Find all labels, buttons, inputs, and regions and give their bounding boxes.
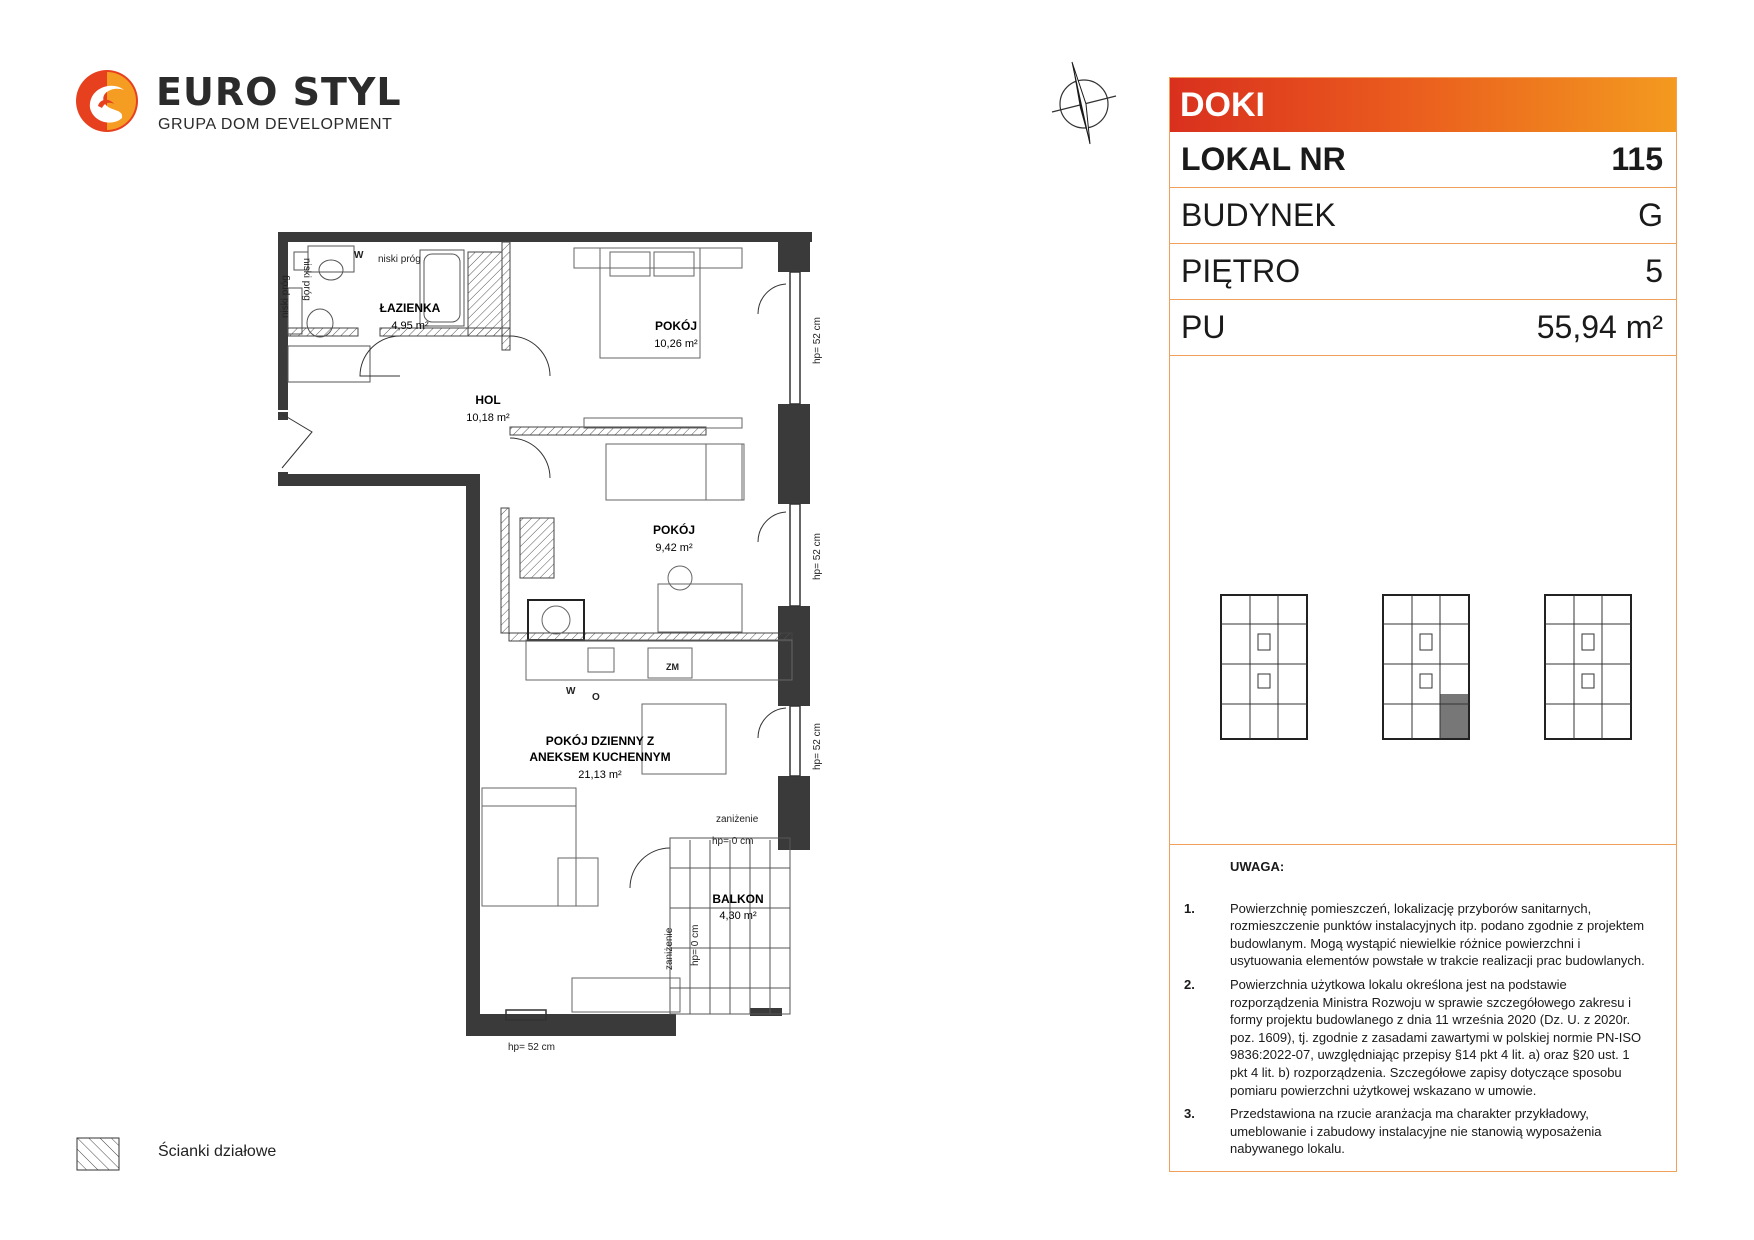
label-w-1: W — [354, 250, 364, 261]
plan-annotations — [280, 250, 823, 1053]
balcony — [670, 838, 790, 1014]
note-item — [1184, 976, 1646, 1099]
row-pietro — [1170, 244, 1676, 300]
row-pu — [1170, 300, 1676, 356]
note-text: Powierzchnia użytkowa lokalu określona jest na podstawie rozporządzenia Ministra Rozwoju w sprawie szczegółowego zakresu i formy projektu budowlanego z dnia 11 września 2020 (Dz. U. z 2020r. poz. 1609), tj. zgodnie z zasadami zawartymi w polskiej normie PN-ISO 9836:2022-07, uwzględniając przepisy §14 pkt 4 lit. a) oraz §20 ust. 1 pkt 4 lit. b) rozporządzenia. Szczegółowe zapisy dotyczące sposobu pomiaru powierzchni użytkowej wskazano w umowie. — [1230, 976, 1642, 1098]
legend-label: Ścianki działowe — [158, 1143, 277, 1160]
floor-plan-drawing — [270, 228, 830, 1058]
label-zanizenie-2: zaniżenie — [664, 927, 675, 970]
brand-name: EURO STYL — [156, 70, 402, 114]
room-area-pokoj-2: 9,42 m² — [655, 542, 693, 554]
room-labels — [380, 301, 764, 922]
brand-subtitle: GRUPA DOM DEVELOPMENT — [158, 116, 393, 133]
room-area-hol: 10,18 m² — [466, 412, 510, 424]
label-niski-prog-2: niski próg — [301, 258, 312, 301]
row-value: 55,94 m² — [1536, 309, 1663, 345]
note-number: 3. — [1184, 1106, 1195, 1122]
room-area-dzienny: 21,13 m² — [578, 769, 622, 781]
label-zm: ZM — [666, 662, 679, 672]
row-label: LOKAL NR — [1181, 141, 1346, 177]
row-label: BUDYNEK — [1181, 197, 1336, 233]
label-hp52-4: hp= 52 cm — [508, 1042, 555, 1053]
row-budynek — [1170, 188, 1676, 244]
room-name-hol: HOL — [475, 393, 501, 407]
euro-styl-logo-icon — [74, 68, 140, 134]
brand-logo — [74, 68, 402, 140]
note-text: Powierzchnię pomieszczeń, lokalizację przyborów sanitarnych, rozmieszczenie punktów instalacyjnych itp. podano zgodnie z projektem budowlanym. Mogą wystąpić niewielkie różnice powierzchni i usytuowania elementów powstałe w trakcie realizacji prac budowlanych. — [1230, 900, 1645, 969]
label-hp0-2: hp= 0 cm — [690, 924, 701, 966]
note-text: Przedstawiona na rzucie aranżacja ma charakter przykładowy, umeblowanie i zabudowy instalacyjne nie stanowią wyposażenia nabywanego lokalu. — [1230, 1106, 1602, 1157]
room-area-lazienka: 4,95 m² — [391, 320, 429, 332]
label-o: O — [592, 692, 600, 703]
notes-title: UWAGA: — [1230, 859, 1285, 874]
label-w-2: W — [566, 686, 576, 697]
label-hp0-1: hp= 0 cm — [712, 836, 754, 847]
note-number: 2. — [1184, 976, 1195, 992]
label-zanizenie-1: zaniżenie — [716, 814, 759, 825]
info-panel — [1169, 77, 1677, 1172]
key-plan-thumbnail-selected — [1382, 594, 1470, 740]
label-hp52-3: hp= 52 cm — [812, 723, 823, 770]
note-number: 1. — [1184, 900, 1195, 916]
room-area-pokoj-1: 10,26 m² — [654, 338, 698, 350]
room-name-dzienny-line2: ANEKSEM KUCHENNYM — [529, 750, 671, 764]
notes-section — [1170, 858, 1676, 1164]
row-value: 5 — [1645, 253, 1663, 289]
key-plan-thumbnail — [1544, 594, 1632, 740]
label-niski-prog-3: niski próg — [280, 275, 291, 318]
floor-plan — [270, 228, 830, 1058]
key-plan-thumbnail — [1220, 594, 1308, 740]
room-name-pokoj-1: POKÓJ — [654, 319, 698, 333]
building-key-plans — [1170, 410, 1676, 845]
note-item — [1184, 1105, 1646, 1158]
row-label: PIĘTRO — [1181, 253, 1301, 289]
row-value: 115 — [1611, 141, 1663, 177]
row-label: PU — [1181, 309, 1226, 345]
room-area-balkon: 4,30 m² — [719, 910, 757, 922]
note-item — [1184, 900, 1646, 970]
project-name: DOKI — [1170, 78, 1676, 132]
row-lokal-nr — [1170, 132, 1676, 188]
room-name-lazienka: ŁAZIENKA — [379, 301, 441, 315]
partition-wall-legend-icon — [76, 1137, 120, 1171]
room-name-balkon: BALKON — [712, 892, 764, 906]
label-hp52-1: hp= 52 cm — [812, 317, 823, 364]
row-value: G — [1638, 197, 1663, 233]
room-name-pokoj-2: POKÓJ — [652, 523, 696, 537]
label-niski-prog-1: niski próg — [378, 254, 421, 265]
north-arrow-icon — [1046, 58, 1122, 150]
room-name-dzienny-line1: POKÓJ DZIENNY Z — [545, 734, 655, 748]
label-hp52-2: hp= 52 cm — [812, 533, 823, 580]
doors — [282, 284, 786, 888]
partition-walls — [288, 242, 792, 641]
